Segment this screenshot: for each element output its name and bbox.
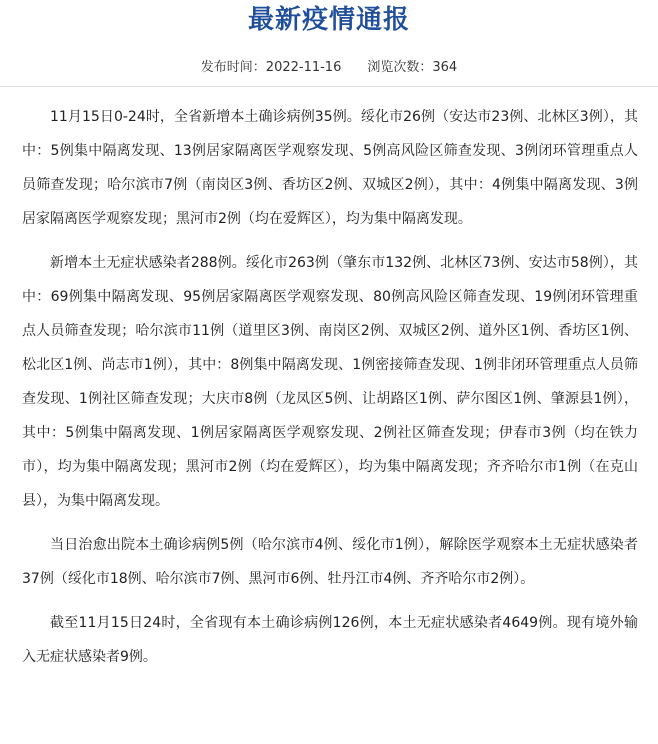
view-count-value: 364 — [432, 60, 458, 75]
article-meta — [0, 58, 658, 78]
paragraph-new-asymptomatic: 新增本土无症状感染者288例。绥化市263例（肇东市132例、北林区73例、安达市58例），其中：69例集中隔离发现、95例居家隔离医学观察发现、80例高风险区筛查发现、19例闭环管理重点人员筛查发现；哈尔滨市11例（道里区3例、南岗区2例、双城区2例、道外区1例、香坊区1例、松北区1例、尚志市1例），其中：8例集中隔离发现、1例密接筛查发现、1例非闭环管理重点人员筛查发现、1例社区筛查发现；大庆市8例（龙凤区5例、让胡路区1例、萨尔图区1例、肇源县1例），其中：5例集中隔离发现、1例居家隔离医学观察发现、2例社区筛查发现；伊春市3例（均在铁力市），均为集中隔离发现；黑河市2例（均在爱辉区），均为集中隔离发现；齐齐哈尔市1例（在克山县），为集中隔离发现。 — [22, 255, 638, 509]
view-count-label: 浏览次数： — [367, 60, 433, 75]
publish-date-label: 发布时间： — [200, 60, 266, 75]
paragraph-totals: 截至11月15日24时，全省现有本土确诊病例126例，本土无症状感染者4649例。现有境外输入无症状感染者9例。 — [22, 615, 638, 665]
page-title: 最新疫情通报 — [247, 5, 410, 35]
paragraph-recovered: 当日治愈出院本土确诊病例5例（哈尔滨市4例、绥化市1例），解除医学观察本土无症状感染者37例（绥化市18例、哈尔滨市7例、黑河市6例、牡丹江市4例、齐齐哈尔市2例）。 — [22, 537, 638, 587]
article-body — [22, 100, 638, 684]
paragraph-new-confirmed: 11月15日0-24时，全省新增本土确诊病例35例。绥化市26例（安达市23例、北林区3例），其中：5例集中隔离发现、13例居家隔离医学观察发现、5例高风险区筛查发现、3例闭环管理重点人员筛查发现；哈尔滨市7例（南岗区3例、香坊区2例、双城区2例），其中：4例集中隔离发现、3例居家隔离医学观察发现；黑河市2例（均在爱辉区），均为集中隔离发现。 — [22, 109, 638, 227]
header-divider — [0, 86, 658, 87]
publish-date-value: 2022-11-16 — [265, 60, 342, 75]
